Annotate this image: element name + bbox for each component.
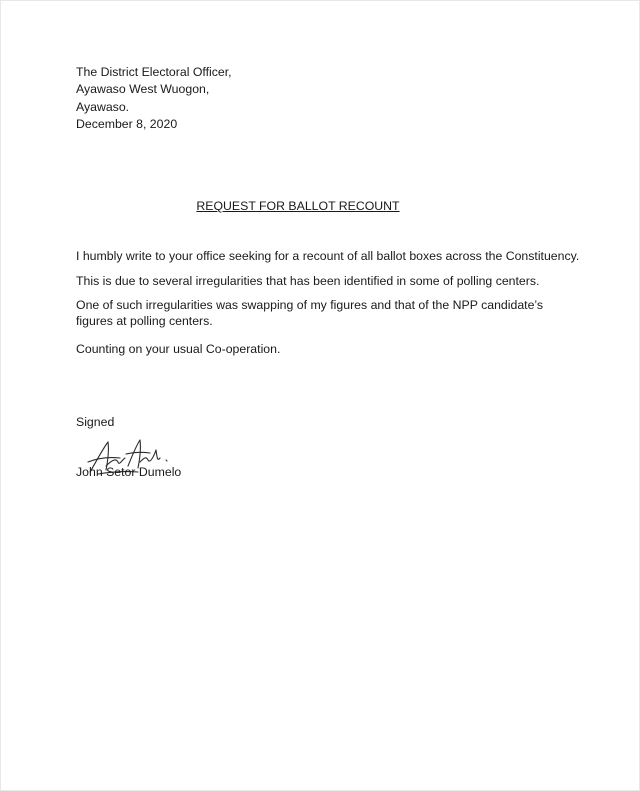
body-paragraph-4: Counting on your usual Co-operation.: [76, 342, 281, 356]
body-paragraph-2: This is due to several irregularities that has been identified in some of polling centers.: [76, 274, 540, 288]
letter-subject: REQUEST FOR BALLOT RECOUNT: [196, 199, 400, 213]
letter-date: December 8, 2020: [76, 116, 178, 131]
recipient-title: The District Electoral Officer,: [76, 65, 232, 79]
body-paragraph-1: I humbly write to your office seeking for a recount of all ballot boxes across the Constituency.: [76, 249, 580, 263]
recipient-address: [76, 64, 376, 133]
recipient-constituency: Ayawaso West Wuogon,: [76, 82, 210, 97]
signer-name: John Setor Dumelo: [76, 465, 182, 479]
body-paragraph-3: One of such irregularities was swapping of my figures and that of the NPP candidate’s figures at polling centers.: [76, 298, 544, 328]
recipient-town: Ayawaso.: [76, 99, 130, 114]
signed-label: Signed: [76, 415, 115, 429]
